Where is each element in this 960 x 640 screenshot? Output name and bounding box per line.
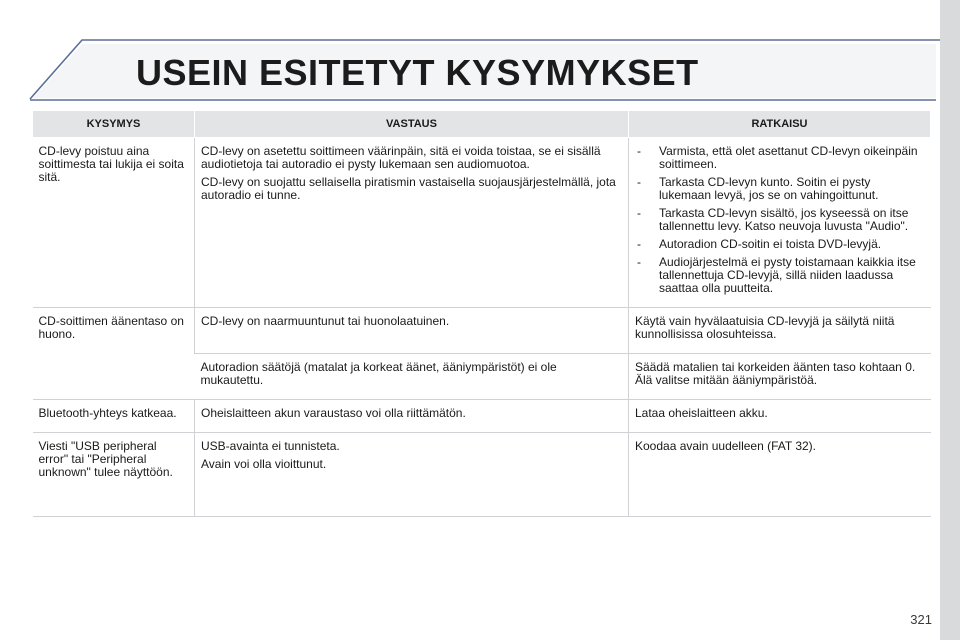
table-header-row [33,111,931,138]
solution-cell [629,354,931,400]
answer-text: CD-levy on suojattu sellaisella piratismin vastaisella suojausjärjestelmällä, jota autoradio ei tunne. [201,175,616,202]
question-text: CD-levy poistuu aina soittimesta tai lukija ei soita sitä. [38,144,184,184]
solution-item: - Tarkasta CD-levyn sisältö, jos kyseessä on itse tallennettu levy. Katso neuvoja luvusta "Audio". [635,207,925,233]
answer-text: Avain voi olla vioittunut. [201,457,327,471]
answer-text: Autoradion säätöjä (matalat ja korkeat äänet, ääniympäristöt) ei ole mukautettu. [200,360,557,387]
question-text: CD-soittimen äänentaso on huono. [38,314,184,341]
question-cell [33,308,195,400]
answer-cell [195,308,629,354]
solution-item: - Autoradion CD-soitin ei toista DVD-levyjä. [635,238,925,251]
solution-item: - Varmista, että olet asettanut CD-levyn oikeinpäin soittimeen. [635,145,925,171]
question-cell [33,138,195,308]
page-title: USEIN ESITETYT KYSYMYKSET [136,52,699,93]
answer-text: CD-levy on asetettu soittimeen väärinpäin, sitä ei voida toistaa, se ei sisällä audiotietoja tai autoradio ei pysty lukemaan sen audiomuotoa. [201,144,601,171]
column-header-answer: VASTAUS [195,111,629,138]
answer-cell [195,138,629,308]
table-row [33,400,931,433]
solution-cell [629,138,931,308]
answer-text: CD-levy on naarmuuntunut tai huonolaatuinen. [201,314,450,328]
question-cell [33,433,195,517]
table-row [33,308,931,354]
solution-cell [629,433,931,517]
table-row [33,138,931,308]
solution-text: Säädä matalien tai korkeiden äänten taso kohtaan 0. Älä valitse mitään ääniympäristöä. [635,360,916,387]
page-number: 321 [910,612,932,627]
answer-cell [195,433,629,517]
answer-cell [195,354,629,400]
column-header-solution: RATKAISU [629,111,931,138]
solution-cell [629,400,931,433]
solution-text: Koodaa avain uudelleen (FAT 32). [635,439,817,453]
faq-table [32,110,931,517]
table-row [33,433,931,517]
column-header-question: KYSYMYS [33,111,195,138]
answer-text: USB-avainta ei tunnisteta. [201,439,340,453]
solution-text: Käytä vain hyvälaatuisia CD-levyjä ja säilytä niitä kunnollisissa olosuhteissa. [635,314,895,341]
solution-item: - Audiojärjestelmä ei pysty toistamaan kaikkia itse tallennettuja CD-levyjä, sillä niiden laadussa saattaa olla puutteita. [635,256,925,295]
question-text: Bluetooth-yhteys katkeaa. [38,406,177,420]
question-cell [33,400,195,433]
solution-text: Lataa oheislaitteen akku. [635,406,768,420]
answer-text: Oheislaitteen akun varaustaso voi olla riittämätön. [201,406,466,420]
solution-cell [629,308,931,354]
question-text: Viesti "USB peripheral error" tai "Peripheral unknown" tulee näyttöön. [38,439,173,479]
solution-item: - Tarkasta CD-levyn kunto. Soitin ei pysty lukemaan levyä, jos se on vahingoittunut. [635,176,925,202]
solution-list [635,145,925,295]
answer-cell [195,400,629,433]
